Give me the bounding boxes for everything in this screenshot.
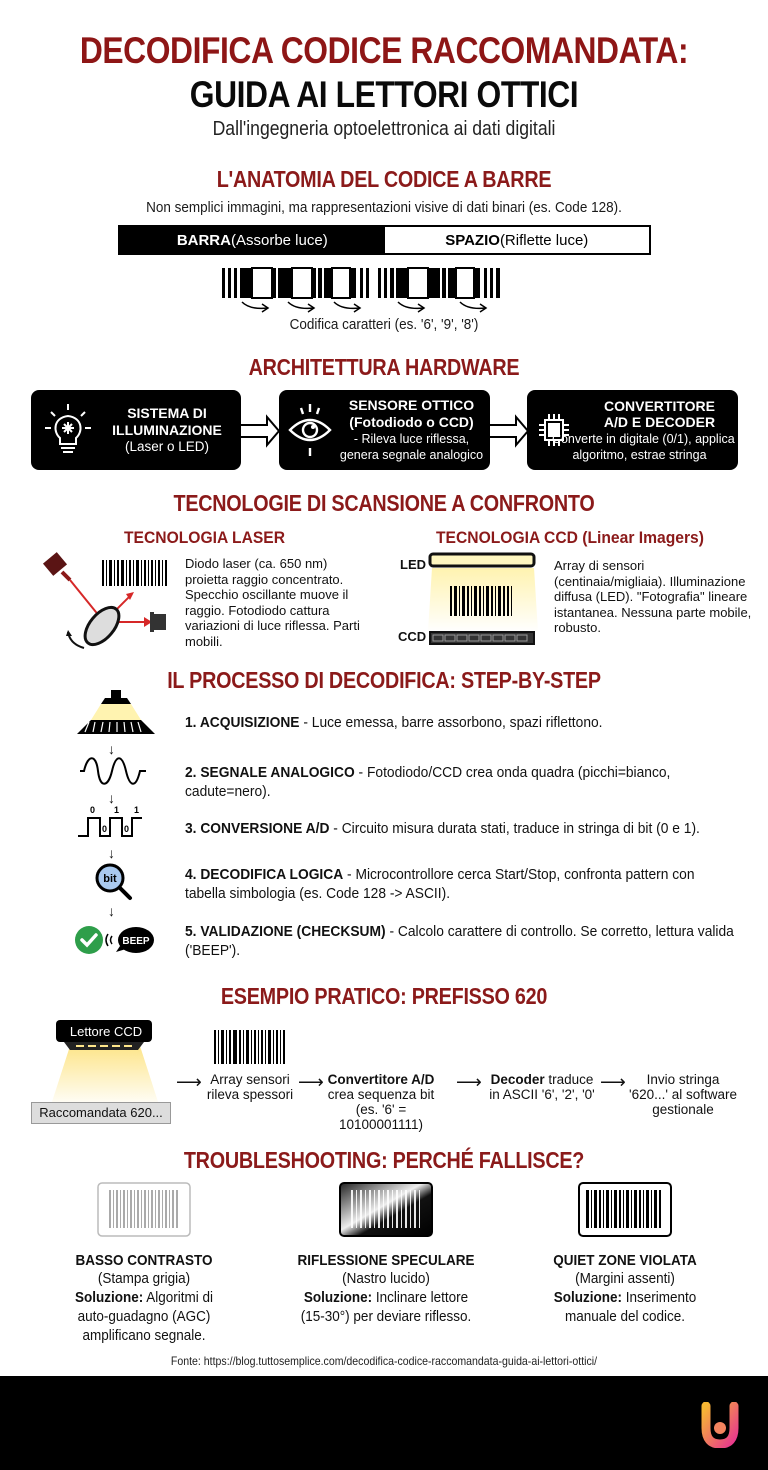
bar-legend — [120, 227, 385, 253]
validation-beep-icon — [74, 924, 156, 956]
arrow-right-icon: ⟶ — [600, 1072, 626, 1092]
solution-label: Soluzione: — [553, 1289, 622, 1306]
sensor-note: (Fotodiodo o CCD) — [349, 414, 474, 430]
issue-3-cause: (Margini assenti) — [575, 1270, 675, 1287]
decoder-text — [541, 398, 738, 463]
anatomy-caption: Codifica caratteri (es. '6', '9', '8') — [289, 316, 479, 333]
technologies-heading: TECNOLOGIE DI SCANSIONE A CONFRONTO — [173, 490, 595, 516]
laser-diode-icon — [43, 552, 70, 580]
hardware-box-sensor — [279, 390, 490, 470]
svg-text:0: 0 — [90, 805, 96, 815]
envelope-label: Raccomandata 620... — [31, 1102, 171, 1124]
lightbulb-icon — [43, 400, 93, 460]
main-title-line2: GUIDA AI LETTORI OTTICI — [189, 74, 579, 115]
hardware-box-decoder — [527, 390, 738, 470]
svg-text:0: 0 — [102, 824, 108, 834]
eye-icon — [287, 400, 333, 460]
down-arrow-icon: ↓ — [108, 790, 115, 806]
subtitle: Dall'ingegneria optoelettronica ai dati digitali — [212, 118, 556, 140]
step-1 — [185, 713, 737, 732]
arrow-right-icon: ⟶ — [298, 1072, 324, 1092]
hardware-box-illumination — [31, 390, 241, 470]
ccd-sensor-array-icon — [430, 632, 534, 644]
step-2-text: - Fotodiodo/CCD crea onda quadra (picchi=bianco, cadute=nero). — [185, 764, 671, 800]
bar-label: BARRA — [176, 231, 231, 249]
illumination-note: (Laser o LED) — [124, 439, 210, 454]
svg-text:BEEP: BEEP — [122, 936, 150, 947]
laser-description: Diodo laser (ca. 650 nm) proietta raggio concentrato. Specchio oscillante muove il raggio. Fotodiodo cattura variazioni di luce riflessa. Parti mobili. — [185, 556, 360, 649]
svg-text:1: 1 — [134, 805, 140, 815]
ccd-description: Array di sensori (centinaia/migliaia). Illuminazione diffusa (LED). "Fotografia" lineare istantanea. Nessuna parte mobile, robusto. — [554, 558, 752, 635]
anatomy-description: Non semplici immagini, ma rappresentazioni visive di dati binari (es. Code 128). — [146, 199, 622, 216]
issue-quiet-zone — [505, 1182, 745, 1326]
bar-space-legend — [118, 225, 651, 255]
down-arrow-icon: ↓ — [108, 845, 115, 861]
issue-3-solution-text: Inserimento manuale del codice. — [564, 1289, 697, 1325]
svg-text:1: 1 — [114, 805, 120, 815]
laser-title: TECNOLOGIA LASER — [124, 528, 286, 547]
issue-3-title: QUIET ZONE VIOLATA — [553, 1252, 697, 1269]
space-label: SPAZIO — [445, 231, 500, 249]
illumination-title: SISTEMA DI ILLUMINAZIONE — [112, 405, 222, 438]
brand-logo-icon — [700, 1402, 740, 1448]
led-bar-icon — [430, 554, 534, 566]
illumination-text — [93, 405, 241, 455]
step-5-text: - Calcolo carattere di controllo. Se corretto, lettura valida ('BEEP'). — [185, 923, 734, 959]
arrow-right-icon: ⟶ — [456, 1072, 482, 1092]
laser-scanner-illustration — [40, 550, 180, 650]
stage-3-bold: Decoder — [490, 1072, 545, 1087]
example-heading: ESEMPIO PRATICO: PREFISSO 620 — [220, 983, 548, 1009]
footer-bar — [0, 1376, 768, 1470]
scan-lamp-icon — [75, 690, 157, 740]
step-2-title: 2. SEGNALE ANALOGICO — [185, 764, 355, 781]
step-1-title: 1. ACQUISIZIONE — [185, 714, 300, 731]
step-3-title: 3. CONVERSIONE A/D — [185, 820, 330, 837]
bar-note: (Assorbe luce) — [230, 231, 328, 249]
issue-2-solution-text: Inclinare lettore (15-30°) per deviare riflesso. — [300, 1289, 472, 1325]
issue-2-solution — [296, 1288, 476, 1326]
issue-2-cause: (Nastro lucido) — [342, 1270, 430, 1287]
hardware-heading: ARCHITETTURA HARDWARE — [248, 354, 520, 380]
step-4 — [185, 865, 737, 903]
glossy-barcode-icon — [339, 1182, 433, 1237]
source-link[interactable]: Fonte: https://blog.tuttosemplice.com/decodifica-codice-raccomandata-guida-ai-lettori-ottici/ — [170, 1354, 598, 1368]
arrow-right-icon — [490, 413, 530, 449]
step-4-text: - Microcontrollore cerca Start/Stop, confronta pattern con tabella simbologia (es. Code 128 -> ASCII). — [185, 866, 695, 902]
step-3 — [185, 819, 737, 838]
space-legend — [385, 227, 650, 253]
step-3-text: - Circuito misura durata stati, traduce in stringa di bit (0 e 1). — [329, 820, 700, 837]
barcode-icon — [214, 1030, 286, 1064]
arrow-right-icon: ⟶ — [176, 1072, 202, 1092]
step-4-title: 4. DECODIFICA LOGICA — [185, 866, 344, 883]
example-stage-1: Array sensori rileva spessori — [206, 1072, 294, 1102]
sensor-title: SENSORE OTTICO — [348, 397, 475, 413]
magnifier-bit-icon — [94, 862, 134, 902]
no-margin-barcode-icon — [578, 1182, 672, 1237]
ccd-label: CCD — [398, 629, 427, 644]
digital-square-wave-icon — [76, 804, 148, 842]
reader-label: Lettore CCD — [69, 1024, 143, 1039]
svg-text:0: 0 — [124, 824, 130, 834]
svg-text:bit: bit — [103, 873, 117, 885]
decoder-title: CONVERTITORE A/D E DECODER — [603, 397, 716, 430]
sensor-text — [333, 397, 490, 463]
step-1-text: - Luce emessa, barre assorbono, spazi riflettono. — [299, 714, 603, 731]
space-note: (Riflette luce) — [499, 231, 589, 249]
solution-label: Soluzione: — [303, 1289, 373, 1306]
issue-1-cause: (Stampa grigia) — [97, 1270, 191, 1287]
example-stage-2 — [316, 1072, 446, 1132]
barcode-anatomy-illustration — [220, 266, 550, 314]
example-stage-4: Invio stringa '620...' al software gestionale — [629, 1072, 737, 1117]
decoder-desc: - Converte in digitale (0/1), applica algoritmo, estrae stringa — [544, 431, 735, 462]
issue-low-contrast — [24, 1182, 264, 1345]
anatomy-heading: L'ANATOMIA DEL CODICE A BARRE — [216, 166, 552, 192]
check-icon — [75, 926, 103, 954]
stage-3-text: traduce in ASCII '6', '2', '0' — [489, 1072, 595, 1102]
arrow-right-icon — [241, 413, 281, 449]
issue-3-solution — [549, 1288, 702, 1326]
ccd-scanner-illustration — [428, 552, 538, 648]
stage-2-text: crea sequenza bit (es. '6' = 10100001111) — [327, 1087, 435, 1132]
led-label: LED — [400, 557, 426, 572]
issue-specular-reflection — [266, 1182, 506, 1326]
sensor-desc: - Rileva luce riflessa, genera segnale analogico — [339, 432, 484, 462]
example-stage-3 — [488, 1072, 596, 1102]
down-arrow-icon: ↓ — [108, 903, 115, 919]
issue-2-title: RIFLESSIONE SPECULARE — [297, 1252, 475, 1269]
down-arrow-icon: ↓ — [108, 741, 115, 757]
solution-label: Soluzione: — [74, 1289, 144, 1306]
main-title-line1: DECODIFICA CODICE RACCOMANDATA: — [79, 30, 689, 71]
ccd-title: TECNOLOGIA CCD (Linear Imagers) — [436, 528, 704, 547]
process-heading: IL PROCESSO DI DECODIFICA: STEP-BY-STEP — [167, 667, 601, 693]
step-5 — [185, 922, 737, 960]
issue-1-solution-text: Algoritmi di auto-guadagno (AGC) amplificano segnale. — [77, 1289, 214, 1344]
step-2 — [185, 763, 737, 801]
troubleshooting-heading: TROUBLESHOOTING: PERCHÉ FALLISCE? — [183, 1147, 585, 1173]
step-5-title: 5. VALIDAZIONE (CHECKSUM) — [185, 923, 386, 940]
issue-1-solution — [68, 1288, 221, 1345]
stage-2-bold: Convertitore A/D — [327, 1072, 435, 1087]
analog-wave-icon — [78, 756, 148, 786]
issue-1-title: BASSO CONTRASTO — [75, 1252, 213, 1269]
low-contrast-barcode-icon — [97, 1182, 191, 1237]
